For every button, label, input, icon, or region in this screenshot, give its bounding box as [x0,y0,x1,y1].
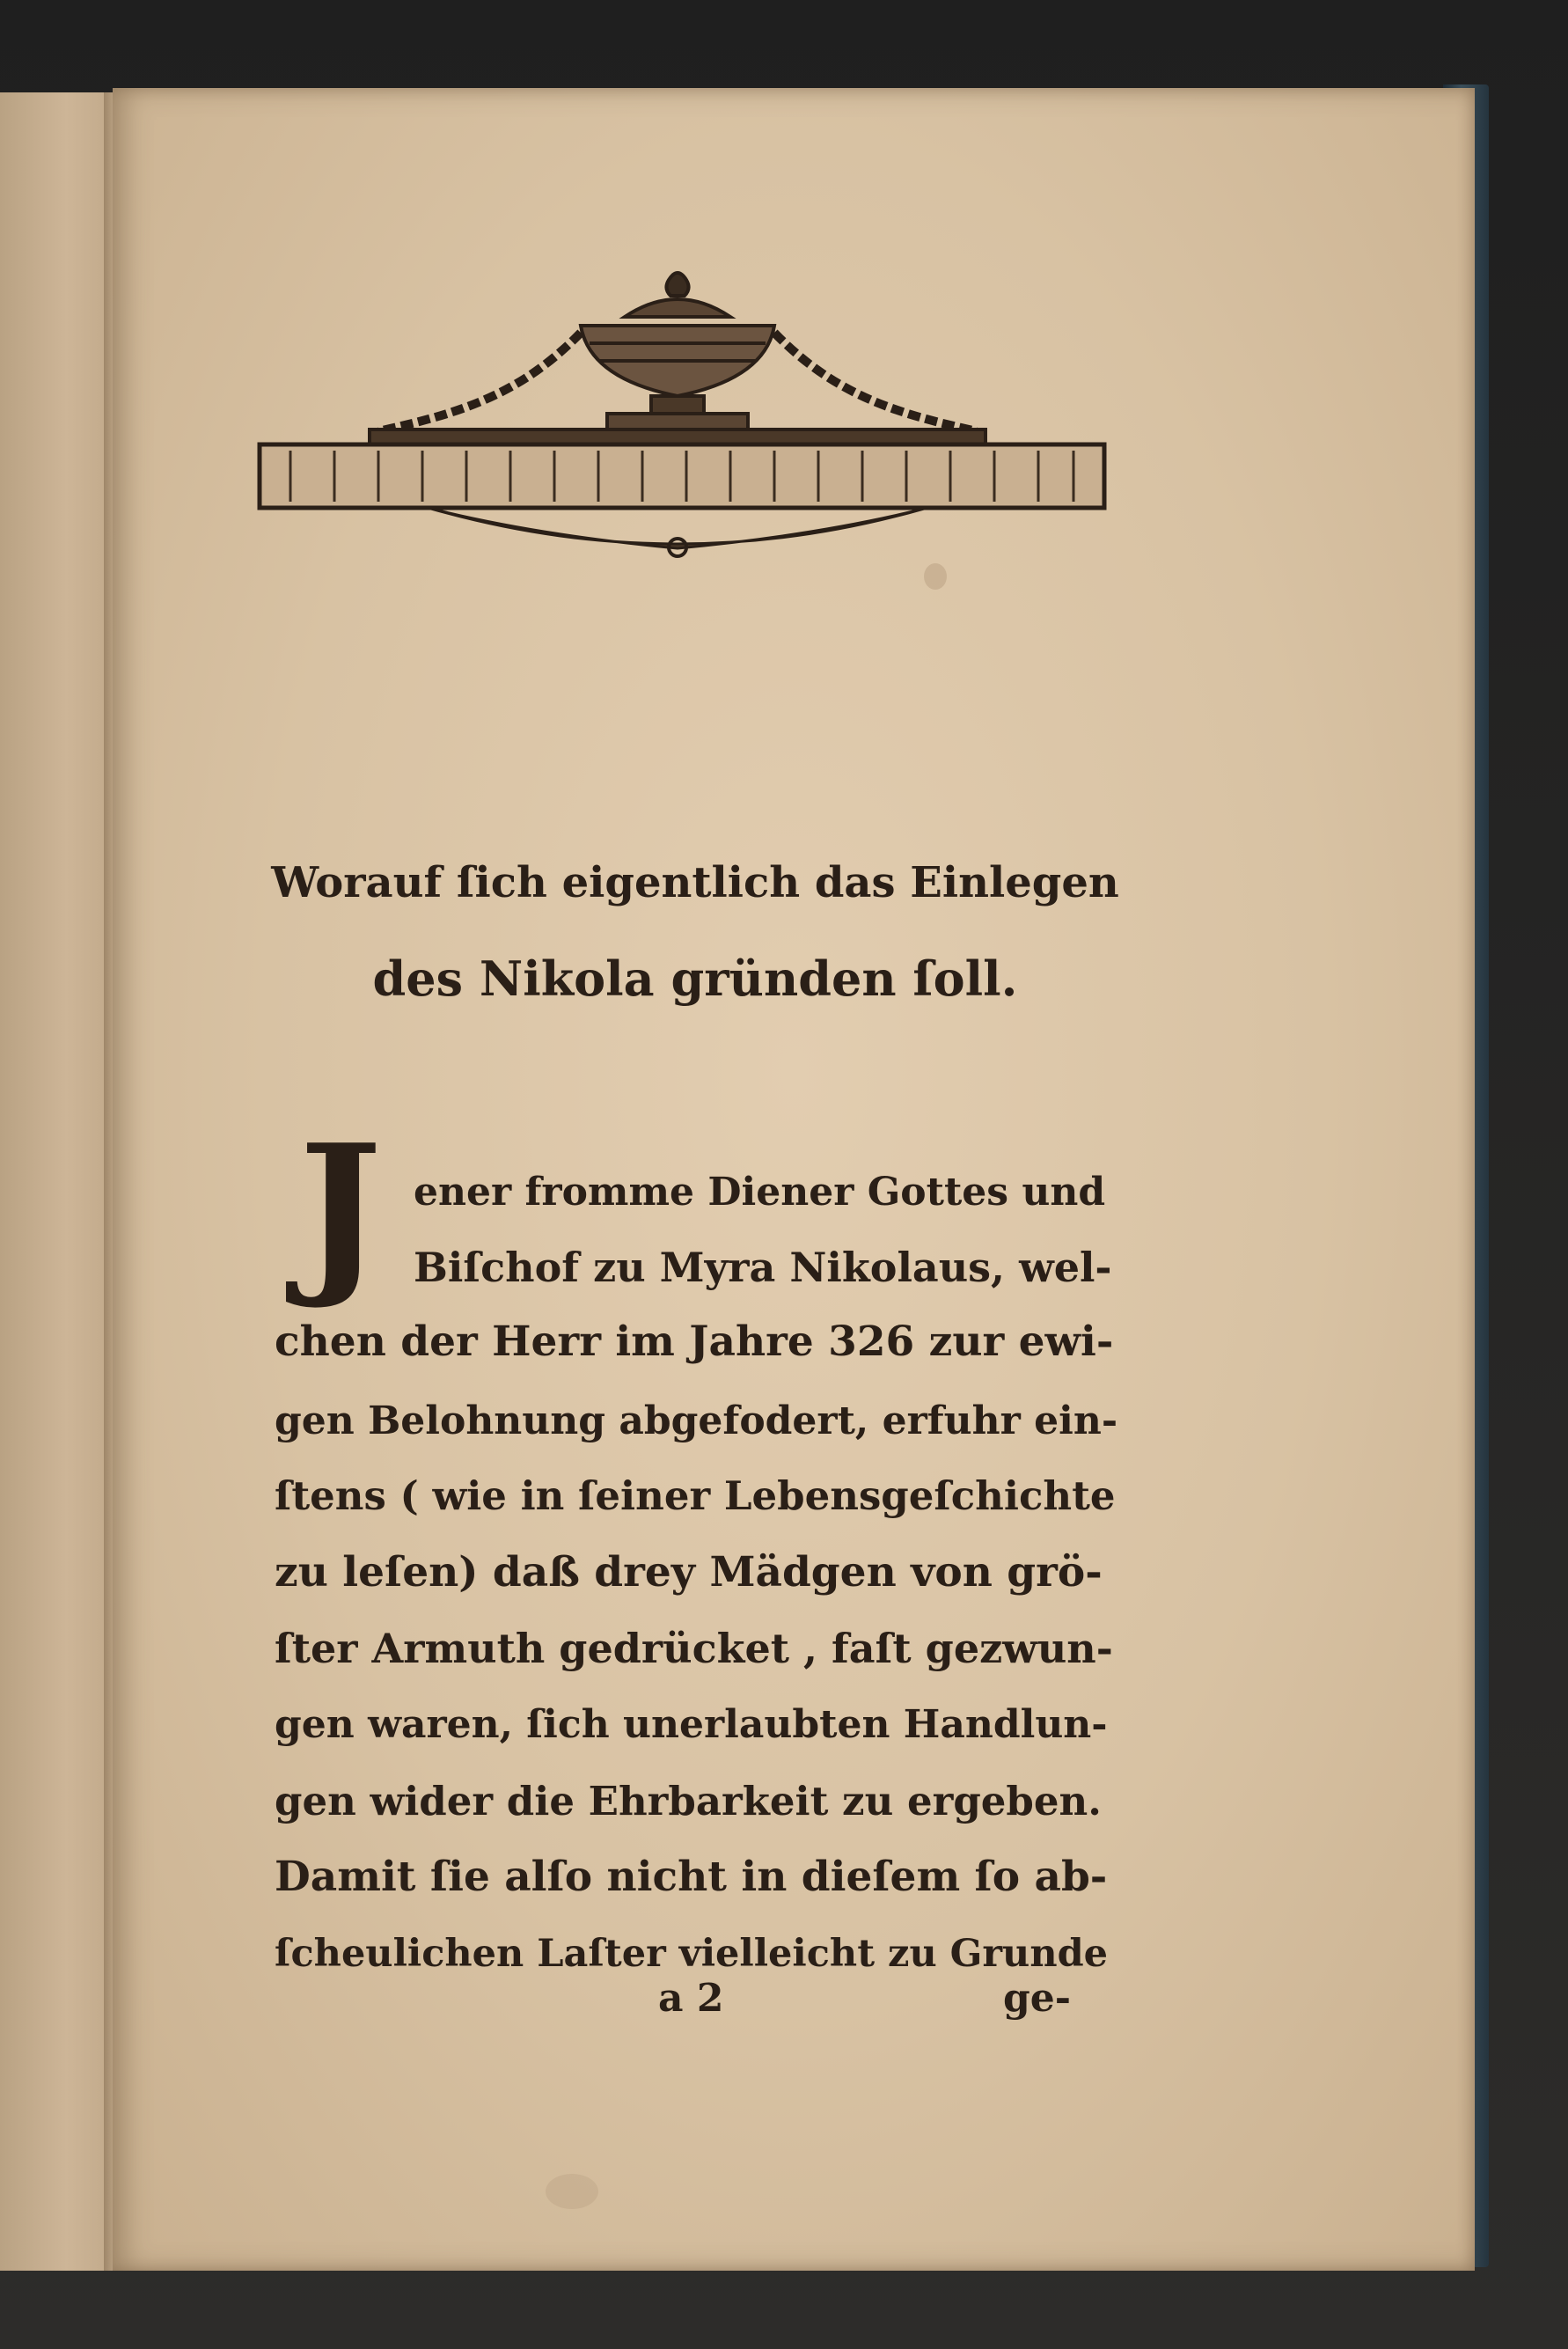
body-text-line: Damit ſie alſo nicht in dieſem ſo ab- [275,1853,1108,1901]
body-text-line: ener fromme Diener Gottes und [414,1170,1106,1215]
drop-cap-initial: J [298,1106,383,1313]
body-text-line: gen waren, ſich unerlaubten Handlun- [275,1702,1108,1747]
chapter-title: Worauf ſich eigentlich das Einlegen [271,858,1119,907]
left-page-edge [0,92,111,2271]
body-text-line: ſtens ( wie in ſeiner Lebensgeſchichte [275,1472,1116,1519]
body-text-line: ſter Armuth gedrücket , faſt gezwun- [275,1625,1113,1672]
body-text-line: ſcheulichen Laſter vielleicht zu Grunde [275,1932,1109,1976]
body-text-line: Biſchof zu Myra Nikolaus, wel- [414,1244,1112,1291]
paper-stain [546,2174,598,2209]
body-text-line: gen wider die Ehrbarkeit zu ergeben. [275,1778,1102,1824]
body-text-line: zu leſen) daß drey Mädgen von grö- [275,1548,1103,1597]
body-text-line: chen der Herr im Jahre 326 zur ewi- [275,1318,1114,1366]
catchword: ge- [1003,1976,1072,2021]
signature-mark: a 2 [658,1976,724,2021]
urn-ornament-vignette [255,264,1109,563]
chapter-subtitle: des Nikola gründen ſoll. [372,951,1018,1007]
paper-stain [924,563,947,590]
body-text-line: gen Belohnung abgefodert, erfuhr ein- [275,1398,1118,1443]
